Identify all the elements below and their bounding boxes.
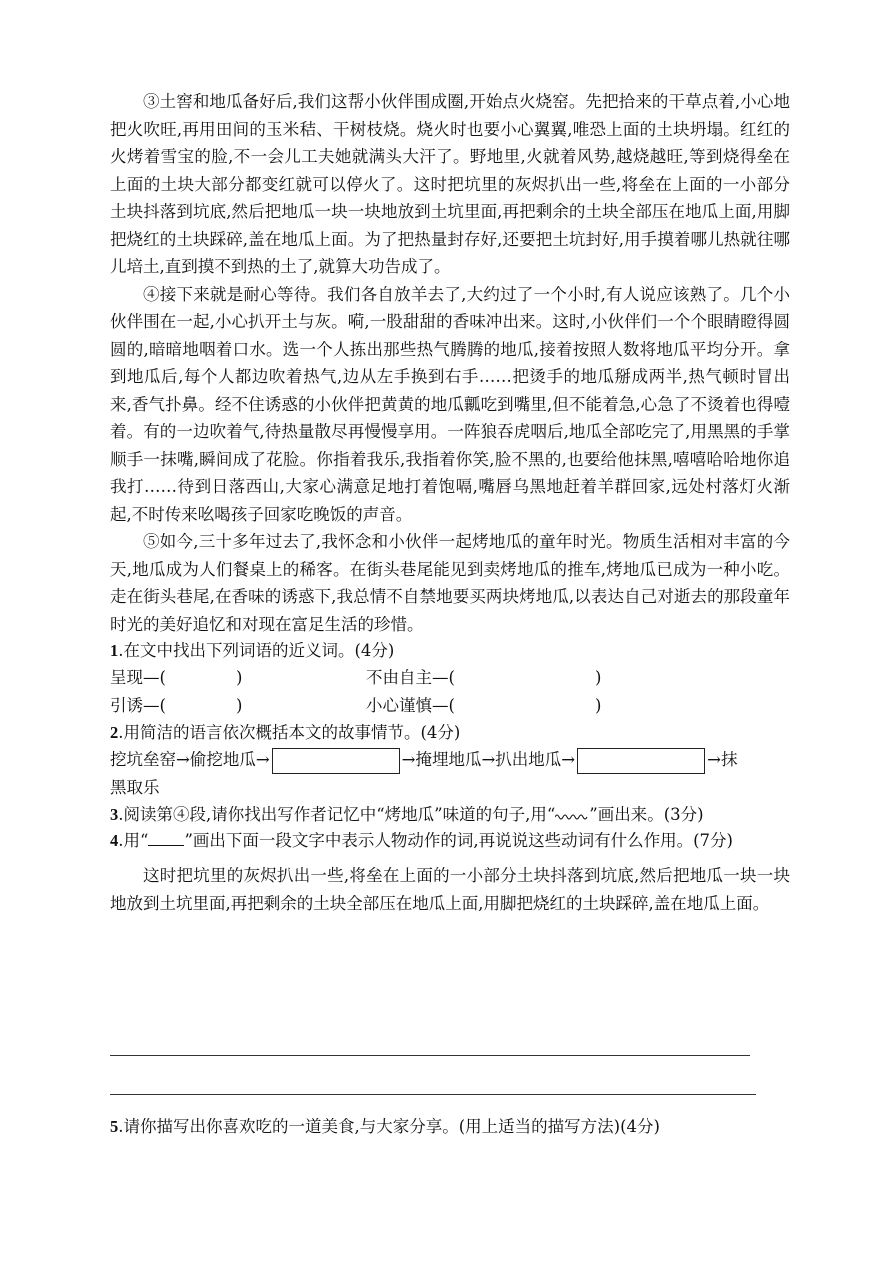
straight-underline-icon bbox=[148, 831, 184, 846]
answer-line[interactable] bbox=[110, 1094, 756, 1095]
flow-text: →抹 bbox=[707, 750, 738, 769]
question-text: .用简洁的语言依次概括本文的故事情节。(4分) bbox=[118, 723, 461, 742]
synonym-word: 不由自主—( bbox=[366, 668, 455, 687]
question-4 bbox=[110, 828, 790, 854]
plot-flow bbox=[110, 746, 790, 802]
paragraph-5: ⑤如今,三十多年过去了,我怀念和小伙伴一起烤地瓜的童年时光。物质生活相对丰富的今天,地瓜成为人们餐桌上的稀客。在街头巷尾能见到卖烤地瓜的推车,烤地瓜已成为一种小吃。走在街头巷尾,在香味的诱惑下,我总情不自禁地要买两块烤地瓜,以表达自己对逝去的那段童年时光的美好追忆和对现在富足生活的珍惜。 bbox=[110, 532, 790, 634]
paragraph-4: ④接下来就是耐心等待。我们各自放羊去了,大约过了一个小时,有人说应该熟了。几个小伙伴围在一起,小心扒开土与灰。嗬,一股甜甜的香味冲出来。这时,小伙伴们一个个眼睛瞪得圆圆的,暗暗地咽着口水。选一个人拣出那些热气腾腾的地瓜,接着按照人数将地瓜平均分开。拿到地瓜后,每个人都边吹着热气,边从左手换到右手……把烫手的地瓜掰成两半,热气顿时冒出来,香气扑鼻。经不住诱惑的小伙伴把黄黄的地瓜瓤吃到嘴里,但不能着急,心急了不烫着也得噎着。有的一边吹着气,待热量散尽再慢慢享用。一阵狼吞虎咽后,地瓜全部吃完了,用黑黑的手掌顺手一抹嘴,瞬间成了花脸。你指着我乐,我指着你笑,脸不黑的,也要给他抹黑,嘻嘻哈哈地你追我打……待到日落西山,大家心满意足地打着饱嗝,嘴唇乌黑地赶着羊群回家,远处村落灯火渐起,不时传来吆喝孩子回家吃晚饭的声音。 bbox=[110, 284, 790, 524]
question-1 bbox=[110, 638, 790, 664]
question-number: 1 bbox=[110, 641, 119, 660]
question-text: ”画出下面一段文字中表示人物动作的词,再说说这些动词有什么作用。(7分) bbox=[184, 831, 733, 850]
synonym-word: 小心谨慎—( bbox=[366, 696, 455, 715]
question-text: .用“ bbox=[118, 831, 149, 850]
question-number: 2 bbox=[110, 723, 119, 742]
answer-box[interactable] bbox=[272, 748, 400, 774]
flow-text: 挖坑垒窑→偷挖地瓜→ bbox=[110, 750, 270, 769]
synonym-word: 呈现—( bbox=[110, 668, 166, 687]
question-text: .阅读第④段,请你找出写作者记忆中“烤地瓜”味道的句子,用“ bbox=[118, 805, 556, 824]
paragraph-3: ③土窖和地瓜备好后,我们这帮小伙伴围成圈,开始点火烧窑。先把拾来的干草点着,小心地把火吹旺,再用田间的玉米秸、干树枝烧。烧火时也要小心翼翼,唯恐上面的土块坍塌。红红的火烤着雪宝的脸,不一会儿工夫她就满头大汗了。野地里,火就着风势,越烧越旺,等到烧得垒在上面的土块大部分都变红就可以停火了。这时把坑里的灰烬扒出一些,将垒在上面的一小部分土块抖落到坑底,然后把地瓜一块一块地放到土坑里面,再把剩余的土块全部压在地瓜上面,用脚把烧红的土块踩碎,盖在地瓜上面。为了把热量封存好,还要把土坑封好,用手摸着哪儿热就往哪儿培土,直到摸不到热的土了,就算大功告成了。 bbox=[110, 92, 790, 276]
wavy-underline-icon bbox=[555, 811, 589, 821]
question-4-passage: 这时把坑里的灰烬扒出一些,将垒在上面的一小部分土块抖落到坑底,然后把地瓜一块一块地放到土坑里面,再把剩余的土块全部压在地瓜上面,用脚把烧红的土块踩碎,盖在地瓜上面。 bbox=[110, 866, 790, 913]
paren-close: ) bbox=[594, 696, 602, 715]
synonym-row-2 bbox=[110, 692, 790, 720]
synonym-row-1 bbox=[110, 664, 790, 692]
question-2 bbox=[110, 720, 790, 746]
paren-close: ) bbox=[235, 668, 243, 687]
question-text: ”画出来。(3分) bbox=[589, 805, 704, 824]
flow-text: →掩埋地瓜→扒出地瓜→ bbox=[401, 750, 576, 769]
question-number: 5 bbox=[110, 1117, 119, 1136]
paren-close: ) bbox=[235, 696, 243, 715]
question-text: .在文中找出下列词语的近义词。(4分) bbox=[118, 641, 395, 660]
paren-close: ) bbox=[594, 668, 602, 687]
question-3 bbox=[110, 802, 790, 828]
answer-line[interactable] bbox=[110, 1055, 750, 1056]
document-page bbox=[110, 88, 790, 917]
flow-text: 黑取乐 bbox=[110, 778, 160, 797]
question-number: 3 bbox=[110, 805, 119, 824]
question-text: .请你描写出你喜欢吃的一道美食,与大家分享。(用上适当的描写方法)(4分) bbox=[118, 1117, 660, 1136]
answer-box[interactable] bbox=[577, 748, 705, 774]
question-number: 4 bbox=[110, 831, 119, 850]
synonym-word: 引诱—( bbox=[110, 696, 166, 715]
question-5 bbox=[110, 1114, 790, 1140]
